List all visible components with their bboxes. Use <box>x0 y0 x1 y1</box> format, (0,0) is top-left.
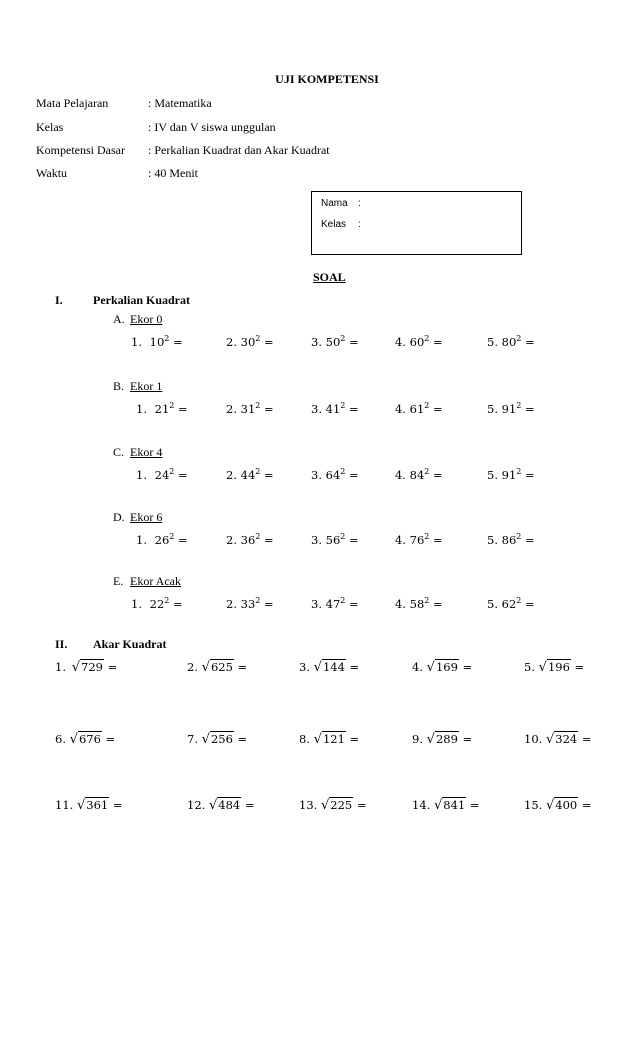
square-question <box>487 468 535 482</box>
base: 26 <box>154 533 170 547</box>
equals: = <box>525 468 535 482</box>
radicand: 169 <box>435 660 458 674</box>
square-question <box>395 597 443 611</box>
radicand: 841 <box>443 798 466 812</box>
radical-sign: √ <box>201 660 210 675</box>
exponent: 2 <box>340 401 346 410</box>
equals: = <box>349 660 360 674</box>
exponent: 2 <box>424 334 430 343</box>
radicand: 729 <box>81 660 103 674</box>
base: 22 <box>149 597 165 611</box>
question-number: 5. <box>487 402 498 416</box>
name-label: Nama <box>321 198 348 209</box>
radicand: 144 <box>322 660 345 674</box>
radical-sign: √ <box>545 732 555 747</box>
square-root-question <box>187 660 247 675</box>
class-colon: : <box>358 219 361 230</box>
square-question <box>311 468 359 482</box>
radical-sign: √ <box>313 660 322 675</box>
radical-sign: √ <box>313 732 322 747</box>
square-question <box>131 335 183 349</box>
radical-sign: √ <box>426 660 435 675</box>
question-number: 1. <box>131 597 142 611</box>
info-label-time: Waktu <box>36 166 68 180</box>
square-root-question <box>55 798 123 813</box>
info-label-competency: Kompetensi Dasar <box>36 143 125 157</box>
exponent: 2 <box>424 532 430 541</box>
equals: = <box>349 732 360 746</box>
question-number: 5. <box>487 533 498 547</box>
square-root-question <box>412 732 472 747</box>
equals: = <box>264 468 274 482</box>
question-number: 14. <box>412 798 431 812</box>
radical-sign: √ <box>426 732 435 747</box>
base: 56 <box>325 533 341 547</box>
info-value-class: : IV dan V siswa unggulan <box>148 120 276 134</box>
square-question <box>226 402 274 416</box>
equals: = <box>105 732 116 746</box>
equals: = <box>244 798 255 812</box>
subsection-title: Ekor 6 <box>130 510 163 524</box>
square-root <box>314 660 346 675</box>
class-label: Kelas <box>321 219 347 230</box>
equals: = <box>525 533 535 547</box>
square-root <box>202 660 234 675</box>
exponent: 2 <box>424 467 430 476</box>
question-number: 15. <box>524 798 543 812</box>
square-question <box>136 533 188 547</box>
base: 60 <box>409 335 425 349</box>
square-root <box>209 798 241 813</box>
section-1-title: Perkalian Kuadrat <box>93 293 191 307</box>
square-root-question <box>299 798 367 813</box>
question-number: 6. <box>55 732 66 746</box>
exponent: 2 <box>169 532 175 541</box>
subsection-title: Ekor 0 <box>130 312 163 326</box>
question-number: 2. <box>226 468 237 482</box>
equals: = <box>237 732 248 746</box>
question-number: 2. <box>226 335 237 349</box>
question-number: 4. <box>395 533 406 547</box>
subsection-letter: E. <box>113 574 124 588</box>
question-number: 4. <box>395 335 406 349</box>
square-question <box>487 533 535 547</box>
question-number: 7. <box>187 732 198 746</box>
question-number: 1. <box>136 533 147 547</box>
exponent: 2 <box>516 596 522 605</box>
square-question <box>311 597 359 611</box>
question-number: 3. <box>311 597 322 611</box>
equals: = <box>173 335 183 349</box>
square-question <box>136 468 188 482</box>
question-number: 2. <box>187 660 198 674</box>
square-question <box>311 533 359 547</box>
question-number: 9. <box>412 732 423 746</box>
square-question <box>226 533 274 547</box>
exponent: 2 <box>516 401 522 410</box>
info-value-time: : 40 Menit <box>148 166 198 180</box>
equals: = <box>581 798 592 812</box>
radicand: 324 <box>555 732 578 746</box>
square-root <box>427 660 459 675</box>
square-root-question <box>55 732 115 747</box>
radicand: 484 <box>218 798 241 812</box>
exponent: 2 <box>255 532 261 541</box>
question-number: 10. <box>524 732 543 746</box>
square-root <box>546 732 578 747</box>
equals: = <box>173 597 183 611</box>
exponent: 2 <box>164 596 170 605</box>
equals: = <box>462 732 473 746</box>
base: 58 <box>409 597 425 611</box>
radicand: 225 <box>330 798 353 812</box>
base: 80 <box>501 335 517 349</box>
square-root <box>77 798 109 813</box>
question-number: 12. <box>187 798 206 812</box>
base: 61 <box>409 402 425 416</box>
equals: = <box>433 402 443 416</box>
section-1-number: I. <box>55 293 63 307</box>
radical-sign: √ <box>545 798 555 813</box>
info-label-class: Kelas <box>36 120 64 134</box>
subsection-letter: B. <box>113 379 125 393</box>
radical-sign: √ <box>433 798 443 813</box>
info-value-competency: : Perkalian Kuadrat dan Akar Kuadrat <box>148 143 330 157</box>
square-question <box>131 597 183 611</box>
subsection-letter: A. <box>113 312 125 326</box>
radicand: 361 <box>86 798 109 812</box>
exponent: 2 <box>516 532 522 541</box>
square-root <box>72 660 104 675</box>
radical-sign: √ <box>320 798 330 813</box>
question-number: 2. <box>226 597 237 611</box>
radical-sign: √ <box>71 660 81 675</box>
radicand: 196 <box>547 660 570 674</box>
base: 10 <box>149 335 165 349</box>
square-root <box>70 732 102 747</box>
square-root-question <box>187 732 247 747</box>
base: 64 <box>325 468 341 482</box>
equals: = <box>574 660 585 674</box>
square-question <box>311 402 359 416</box>
square-root <box>314 732 346 747</box>
square-question <box>487 597 535 611</box>
info-label-subject: Mata Pelajaran <box>36 96 109 110</box>
subsection-title: Ekor Acak <box>130 574 181 588</box>
exponent: 2 <box>516 467 522 476</box>
equals: = <box>237 660 248 674</box>
radical-sign: √ <box>208 798 218 813</box>
square-root-question <box>524 660 584 675</box>
square-question <box>395 402 443 416</box>
question-number: 5. <box>487 335 498 349</box>
identity-box <box>311 191 522 255</box>
equals: = <box>433 335 443 349</box>
equals: = <box>178 402 188 416</box>
exponent: 2 <box>169 401 175 410</box>
square-question <box>136 402 188 416</box>
question-number: 4. <box>395 402 406 416</box>
radicand: 121 <box>322 732 345 746</box>
exponent: 2 <box>340 596 346 605</box>
exponent: 2 <box>255 467 261 476</box>
subsection-title: Ekor 1 <box>130 379 163 393</box>
section-2-number: II. <box>55 637 68 651</box>
exponent: 2 <box>424 596 430 605</box>
square-root-question <box>412 798 480 813</box>
square-root <box>546 798 578 813</box>
base: 36 <box>240 533 256 547</box>
exponent: 2 <box>255 401 261 410</box>
radical-sign: √ <box>538 660 547 675</box>
subsection-letter: C. <box>113 445 125 459</box>
equals: = <box>349 597 359 611</box>
subsection-title: Ekor 4 <box>130 445 163 459</box>
question-number: 2. <box>226 533 237 547</box>
equals: = <box>525 597 535 611</box>
square-question <box>226 597 274 611</box>
radicand: 625 <box>210 660 233 674</box>
page-title: UJI KOMPETENSI <box>275 72 379 86</box>
equals: = <box>112 798 123 812</box>
base: 86 <box>501 533 517 547</box>
equals: = <box>433 468 443 482</box>
base: 30 <box>240 335 256 349</box>
exponent: 2 <box>169 467 175 476</box>
question-number: 4. <box>412 660 423 674</box>
square-root <box>202 732 234 747</box>
equals: = <box>433 533 443 547</box>
square-root-question <box>524 732 592 747</box>
equals: = <box>264 335 274 349</box>
question-number: 3. <box>311 468 322 482</box>
equals: = <box>525 335 535 349</box>
question-number: 4. <box>395 597 406 611</box>
square-root-question <box>187 798 255 813</box>
base: 91 <box>501 468 517 482</box>
base: 50 <box>325 335 341 349</box>
base: 76 <box>409 533 425 547</box>
question-number: 1. <box>131 335 142 349</box>
question-number: 4. <box>395 468 406 482</box>
question-number: 2. <box>226 402 237 416</box>
exponent: 2 <box>164 334 170 343</box>
equals: = <box>264 597 274 611</box>
subsection-letter: D. <box>113 510 125 524</box>
square-root-question <box>299 732 359 747</box>
equals: = <box>469 798 480 812</box>
base: 91 <box>501 402 517 416</box>
square-root-question <box>55 660 117 675</box>
square-question <box>487 402 535 416</box>
equals: = <box>349 533 359 547</box>
equals: = <box>107 660 118 674</box>
square-question <box>395 533 443 547</box>
base: 41 <box>325 402 341 416</box>
square-root-question <box>299 660 359 675</box>
square-question <box>226 468 274 482</box>
info-value-subject: : Matematika <box>148 96 212 110</box>
equals: = <box>178 468 188 482</box>
question-number: 3. <box>311 533 322 547</box>
question-number: 1. <box>136 468 147 482</box>
exponent: 2 <box>340 334 346 343</box>
exponent: 2 <box>424 401 430 410</box>
question-number: 3. <box>299 660 310 674</box>
question-number: 1. <box>55 660 66 674</box>
question-number: 5. <box>487 468 498 482</box>
base: 62 <box>501 597 517 611</box>
base: 84 <box>409 468 425 482</box>
equals: = <box>462 660 473 674</box>
radicand: 256 <box>210 732 233 746</box>
question-number: 13. <box>299 798 318 812</box>
square-root <box>321 798 353 813</box>
square-root-question <box>524 798 592 813</box>
exponent: 2 <box>255 596 261 605</box>
radical-sign: √ <box>69 732 78 747</box>
equals: = <box>349 335 359 349</box>
square-question <box>395 468 443 482</box>
base: 21 <box>154 402 170 416</box>
name-colon: : <box>358 198 361 209</box>
question-number: 5. <box>524 660 535 674</box>
exponent: 2 <box>255 334 261 343</box>
question-number: 1. <box>136 402 147 416</box>
radical-sign: √ <box>201 732 210 747</box>
exponent: 2 <box>516 334 522 343</box>
square-question <box>226 335 274 349</box>
square-question <box>311 335 359 349</box>
exponent: 2 <box>340 467 346 476</box>
square-root-question <box>412 660 472 675</box>
radicand: 676 <box>78 732 101 746</box>
question-number: 3. <box>311 402 322 416</box>
equals: = <box>349 468 359 482</box>
equals: = <box>349 402 359 416</box>
exponent: 2 <box>340 532 346 541</box>
question-number: 5. <box>487 597 498 611</box>
base: 33 <box>240 597 256 611</box>
radicand: 289 <box>435 732 458 746</box>
square-root <box>539 660 571 675</box>
radical-sign: √ <box>76 798 86 813</box>
equals: = <box>264 533 274 547</box>
base: 31 <box>240 402 256 416</box>
equals: = <box>581 732 592 746</box>
base: 44 <box>240 468 256 482</box>
equals: = <box>433 597 443 611</box>
base: 24 <box>154 468 170 482</box>
square-question <box>487 335 535 349</box>
soal-heading: SOAL <box>313 270 346 284</box>
section-2-title: Akar Kuadrat <box>93 637 167 651</box>
question-number: 11. <box>55 798 74 812</box>
square-root <box>427 732 459 747</box>
square-question <box>395 335 443 349</box>
equals: = <box>178 533 188 547</box>
equals: = <box>525 402 535 416</box>
question-number: 3. <box>311 335 322 349</box>
base: 47 <box>325 597 341 611</box>
radicand: 400 <box>555 798 578 812</box>
equals: = <box>264 402 274 416</box>
equals: = <box>356 798 367 812</box>
question-number: 8. <box>299 732 310 746</box>
square-root <box>434 798 466 813</box>
